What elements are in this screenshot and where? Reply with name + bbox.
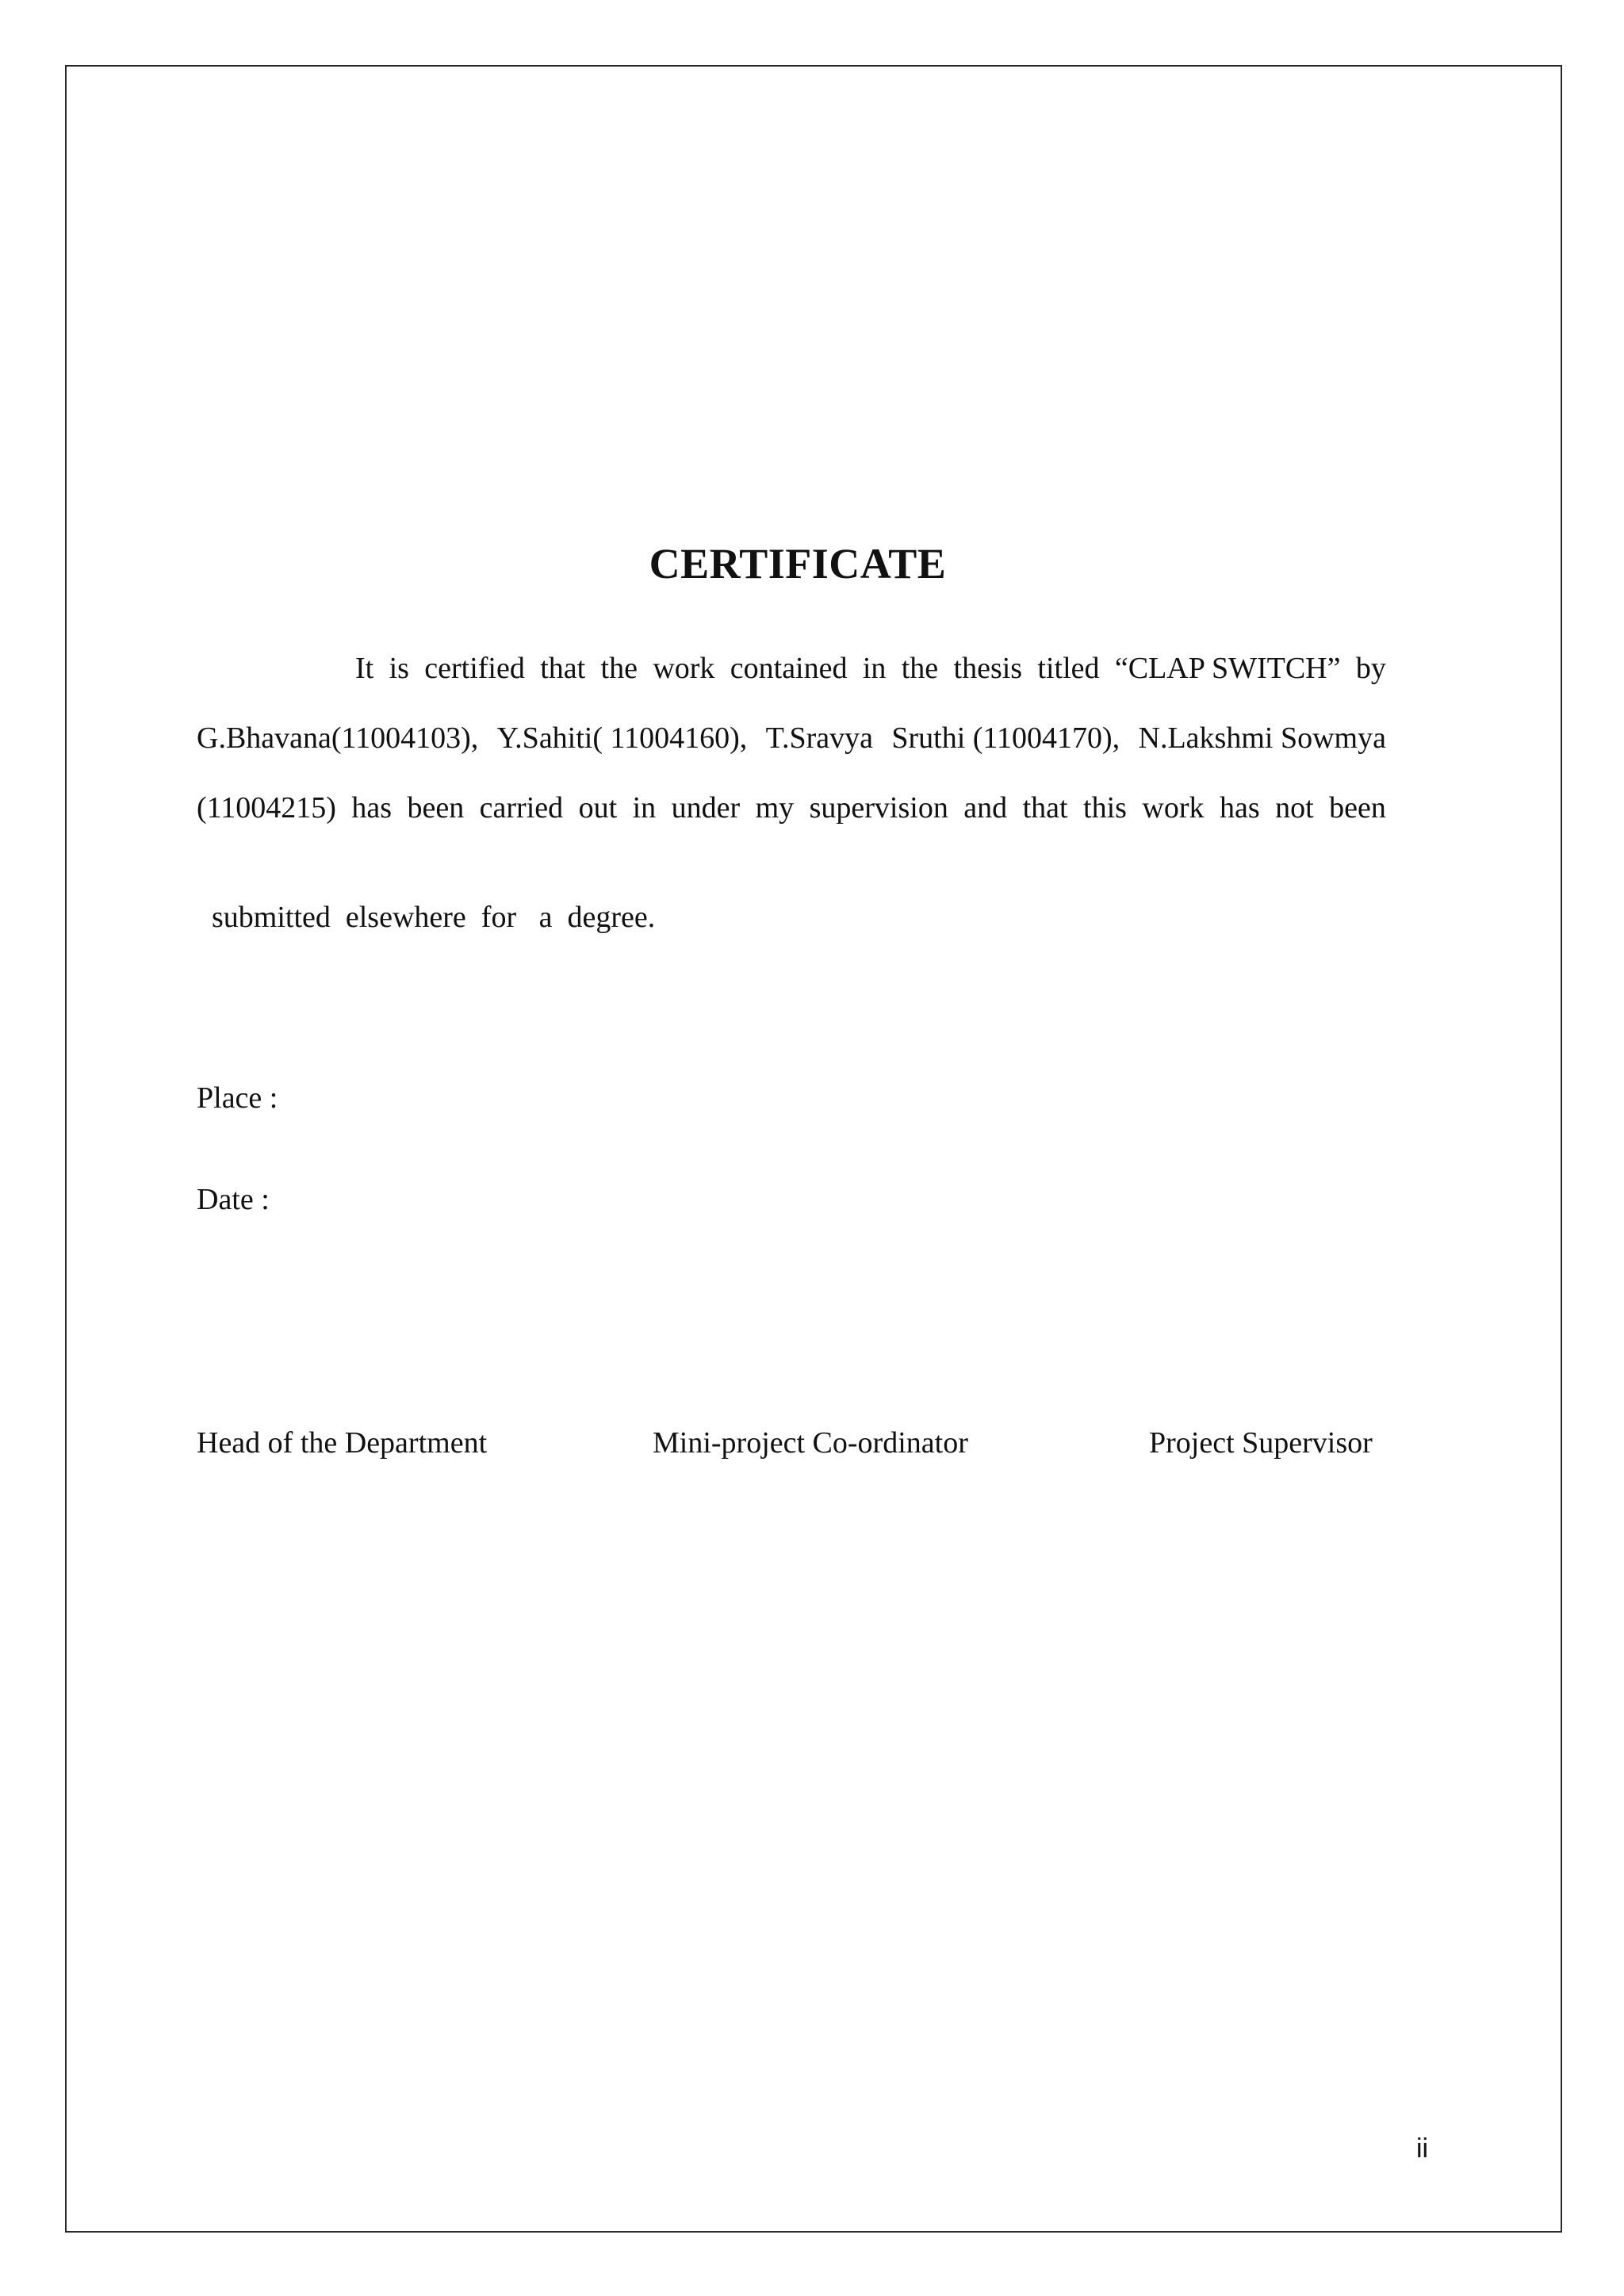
word: under [671, 791, 741, 825]
word: thesis [953, 652, 1023, 685]
place-label: Place : [197, 1081, 278, 1115]
word: It [355, 652, 374, 685]
word: (11004215) [197, 791, 336, 825]
word: been [1329, 791, 1386, 825]
certificate-paragraph-line-3 [197, 788, 1386, 828]
certificate-title: CERTIFICATE [649, 540, 947, 587]
paragraph-end-text: submitted elsewhere for a degree. [212, 901, 656, 934]
word: been [407, 791, 465, 825]
word: by [1355, 652, 1386, 685]
certificate-paragraph-line-2 [197, 718, 1386, 758]
word: in [862, 652, 887, 685]
word: in [632, 791, 657, 825]
word: has [351, 791, 393, 825]
student-name: T.Sravya [765, 721, 874, 755]
word: the [901, 652, 939, 685]
student-name: G.Bhavana(11004103), [197, 721, 479, 755]
word: this [1083, 791, 1127, 825]
word: that [1022, 791, 1068, 825]
date-label: Date : [197, 1183, 270, 1216]
word: my [755, 791, 795, 825]
word: carried [479, 791, 564, 825]
certificate-paragraph-line-4 [197, 858, 1386, 937]
word: the [600, 652, 638, 685]
thesis-title: “CLAP SWITCH” [1114, 652, 1341, 685]
student-name: Sruthi (11004170), [891, 721, 1120, 755]
signature-project-supervisor: Project Supervisor [1149, 1426, 1373, 1460]
word: contained [730, 652, 848, 685]
word: work [1142, 791, 1205, 825]
word: and [963, 791, 1008, 825]
word: titled [1037, 652, 1100, 685]
line-1-words [355, 649, 1386, 688]
page-number: ii [1416, 2133, 1429, 2164]
word: is [389, 652, 409, 685]
word: out [578, 791, 618, 825]
signature-head-of-department: Head of the Department [197, 1426, 488, 1460]
student-name: Y.Sahiti( 11004160), [496, 721, 748, 755]
student-name: N.Lakshmi Sowmya [1138, 721, 1386, 755]
word: has [1219, 791, 1260, 825]
word: work [653, 652, 715, 685]
word: certified [424, 652, 525, 685]
page-border [65, 65, 1562, 2233]
word: supervision [809, 791, 948, 825]
signature-mini-project-coordinator: Mini-project Co-ordinator [653, 1426, 968, 1460]
word: that [540, 652, 586, 685]
word: not [1275, 791, 1314, 825]
